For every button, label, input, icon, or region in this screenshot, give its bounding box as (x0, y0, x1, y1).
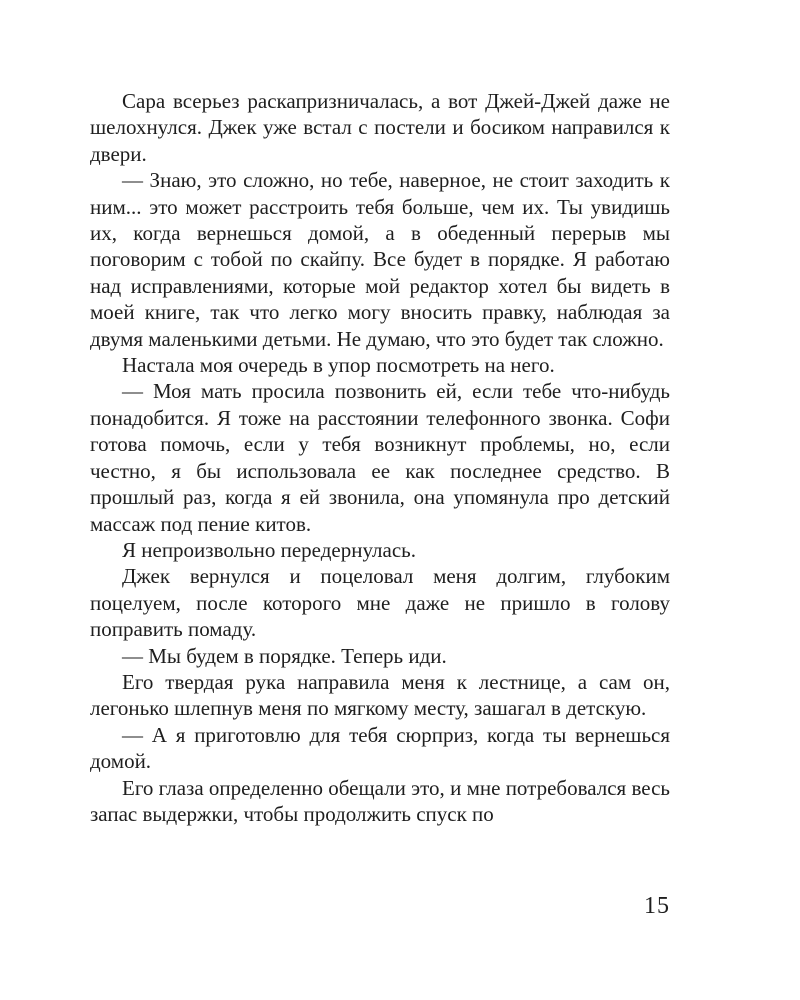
paragraph: — Знаю, это сложно, но тебе, наверное, не стоит заходить к ним... это может расстроить тебя больше, чем их. Ты увидишь их, когда вернешься домой, а в обеденный перерыв мы поговорим с тобой по скайпу. Все будет в порядке. Я работаю над исправлениями, которые мой редактор хотел бы видеть в моей книге, так что легко могу вносить правку, наблюдая за двумя маленькими детьми. Не думаю, что это будет так сложно. (90, 168, 670, 351)
page-body (90, 88, 670, 827)
page-number: 15 (644, 893, 670, 919)
paragraph: Джек вернулся и поцеловал меня долгим, глубоким поцелуем, после которого мне даже не пришло в голову поправить помаду. (90, 564, 670, 642)
paragraph: Сара всерьез раскапризничалась, а вот Джей-Джей даже не шелохнулся. Джек уже встал с постели и босиком направился к двери. (90, 89, 670, 166)
paragraph: — А я приготовлю для тебя сюрприз, когда ты вернешься домой. (90, 722, 670, 774)
paragraph: — Моя мать просила позвонить ей, если тебе что-нибудь понадобится. Я тоже на расстоянии телефонного звонка. Софи готова помочь, если у тебя возникнут проблемы, но, если честно, я бы использовала ее как последнее средство. В прошлый раз, когда я ей звонила, она упомянула про детский массаж под пение китов. (90, 379, 670, 536)
paragraph: Его глаза определенно обещали это, и мне потребовался весь запас выдержки, чтобы продолжить спуск по (90, 775, 670, 826)
paragraph: Настала моя очередь в упор посмотреть на него. (122, 353, 555, 378)
paragraph: — Мы будем в порядке. Теперь иди. (122, 643, 447, 668)
paragraph: Его твердая рука направила меня к лестнице, а сам он, легонько шлепнув меня по мягкому месту, зашагал в детскую. (90, 669, 670, 721)
paragraph: Я непроизвольно передернулась. (122, 537, 416, 562)
